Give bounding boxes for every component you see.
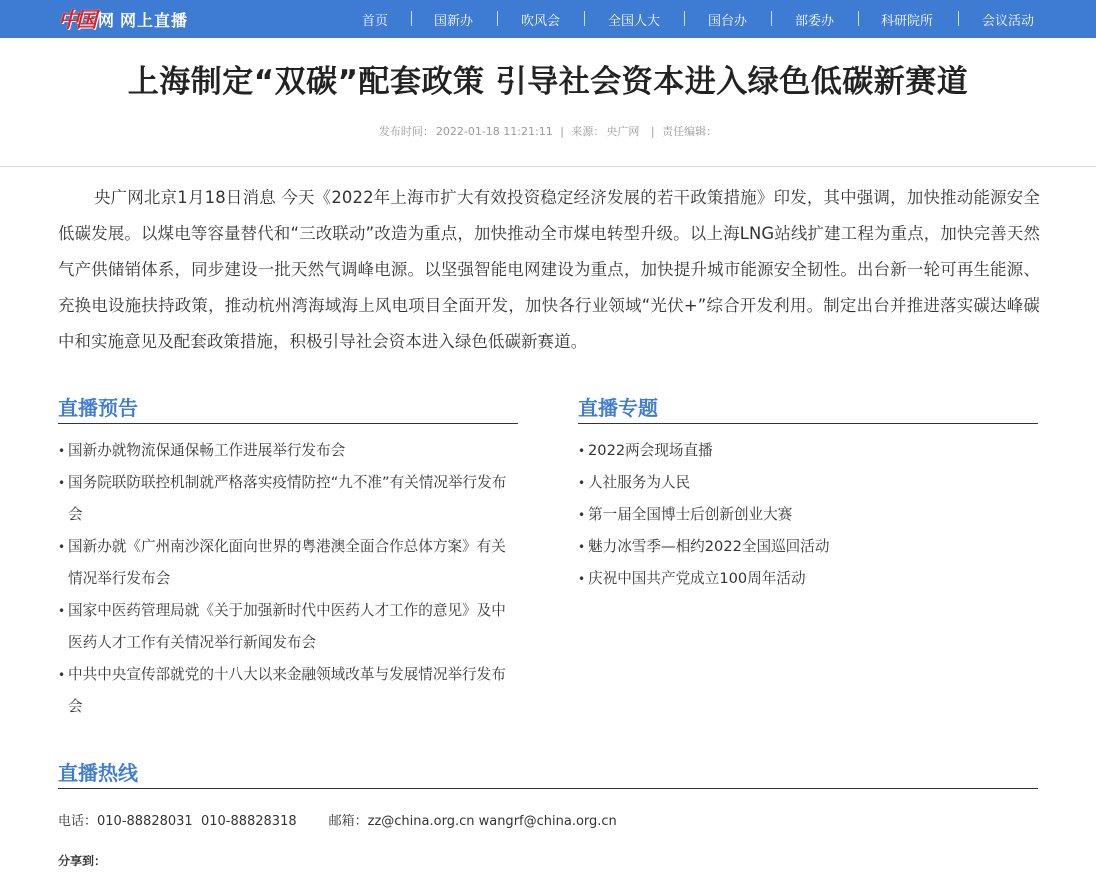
article-body: 央广网北京1月18日消息 今天《2022年上海市扩大有效投资稳定经济发展的若干政策措施》印发，其中强调，加快推动能源安全低碳发展。以煤电等容量替代和“三改联动”改造为重点，加快推动全市煤电转型升级。以上海LNG站线扩建工程为重点，加快完善天然气产供储销体系，同步建设一批天然气调峰电源。以坚强智能电网建设为重点，加快提升城市能源安全韧性。出台新一轮可再生能源、充换电设施扶持政策，推动杭州湾海域海上风电项目全面开发，加快各行业领域“光伏+”综合开发利用。制定出台并推进落实碳达峰碳中和实施意见及配套政策措施，积极引导社会资本进入绿色低碳新赛道。: [58, 188, 1040, 351]
preview-link[interactable]: 中共中央宣传部就党的十八大以来金融领域改革与发展情况举行发布会: [68, 666, 506, 715]
list-item: [58, 531, 520, 595]
topic-link[interactable]: 2022两会现场直播: [588, 442, 713, 459]
hotline-heading: 直播热线: [58, 761, 138, 785]
publish-label: 发布时间：: [378, 125, 434, 138]
topics-list: [578, 435, 1038, 595]
list-item: [58, 595, 520, 659]
email-addresses[interactable]: zz@china.org.cn wangrf@china.org.cn: [367, 814, 617, 829]
preview-heading: 直播预告: [58, 396, 138, 420]
list-item: [578, 467, 1038, 499]
topics-rule: [578, 423, 1038, 424]
list-item: [578, 499, 1038, 531]
source-label: 来源：: [571, 125, 605, 138]
nav-separator: [584, 11, 585, 26]
logo-text: 中国: [58, 7, 94, 32]
nav-item-scio[interactable]: 国新办: [434, 14, 474, 29]
list-item: [578, 563, 1038, 595]
publish-time: 2022-01-18 11:21:11: [435, 125, 553, 138]
list-item: [578, 531, 1038, 563]
list-item: [58, 467, 520, 531]
nav-item-research[interactable]: 科研院所: [881, 14, 934, 29]
topic-link[interactable]: 人社服务为人民: [588, 474, 691, 491]
logo-suffix: 网: [98, 10, 115, 30]
share-label: 分享到：: [58, 854, 107, 868]
nav-item-npc[interactable]: 全国人大: [608, 14, 661, 29]
preview-link[interactable]: 国家中医药管理局就《关于加强新时代中医药人才工作的意见》及中医药人才工作有关情况举行新闻发布会: [68, 602, 506, 651]
nav-separator: [411, 11, 412, 26]
list-item: [58, 659, 520, 723]
hotline-rule: [58, 788, 1038, 789]
contact-info: [58, 810, 617, 829]
meta-separator: |: [650, 125, 655, 138]
nav-item-events[interactable]: 会议活动: [982, 14, 1035, 29]
article-title: 上海制定“双碳”配套政策 引导社会资本进入绿色低碳新赛道: [127, 64, 969, 100]
nav-item-home[interactable]: 首页: [362, 14, 389, 29]
topics-heading: 直播专题: [578, 396, 658, 420]
list-item: [578, 435, 1038, 467]
topic-link[interactable]: 庆祝中国共产党成立100周年活动: [588, 570, 806, 587]
nav-item-briefing[interactable]: 吹风会: [521, 14, 561, 29]
site-logo[interactable]: [58, 4, 188, 34]
meta-separator: |: [560, 125, 564, 138]
nav-separator: [771, 11, 772, 26]
preview-link[interactable]: 国务院联防联控机制就严格落实疫情防控“九不准”有关情况举行发布会: [68, 474, 507, 523]
editor-label: 责任编辑：: [662, 125, 718, 138]
nav-separator: [958, 11, 959, 26]
header-divider: [0, 166, 1096, 167]
topic-link[interactable]: 第一届全国博士后创新创业大赛: [588, 506, 793, 523]
list-item: [58, 435, 520, 467]
nav-separator: [684, 11, 685, 26]
nav-item-ministries[interactable]: 部委办: [795, 14, 835, 29]
nav-item-taiwan-office[interactable]: 国台办: [708, 14, 748, 29]
china-org-logo-icon: [58, 5, 94, 33]
topic-link[interactable]: 魅力冰雪季—相约2022全国巡回活动: [588, 538, 830, 555]
email-label: 邮箱：: [328, 814, 368, 829]
preview-link[interactable]: 国新办就《广州南沙深化面向世界的粤港澳全面合作总体方案》有关情况举行发布会: [68, 538, 506, 587]
preview-link[interactable]: 国新办就物流保通保畅工作进展举行发布会: [68, 442, 346, 459]
site-title: 网上直播: [120, 10, 189, 30]
source-name: 央广网: [606, 125, 640, 138]
phone-numbers: 010-88828031 010-88828318: [97, 814, 297, 829]
phone-label: 电话：: [58, 814, 98, 829]
article-meta: [0, 123, 1096, 139]
preview-rule: [58, 423, 518, 424]
nav-separator: [858, 11, 859, 26]
nav-separator: [497, 11, 498, 26]
preview-list: [58, 435, 520, 723]
top-nav-bar: [0, 0, 1096, 38]
